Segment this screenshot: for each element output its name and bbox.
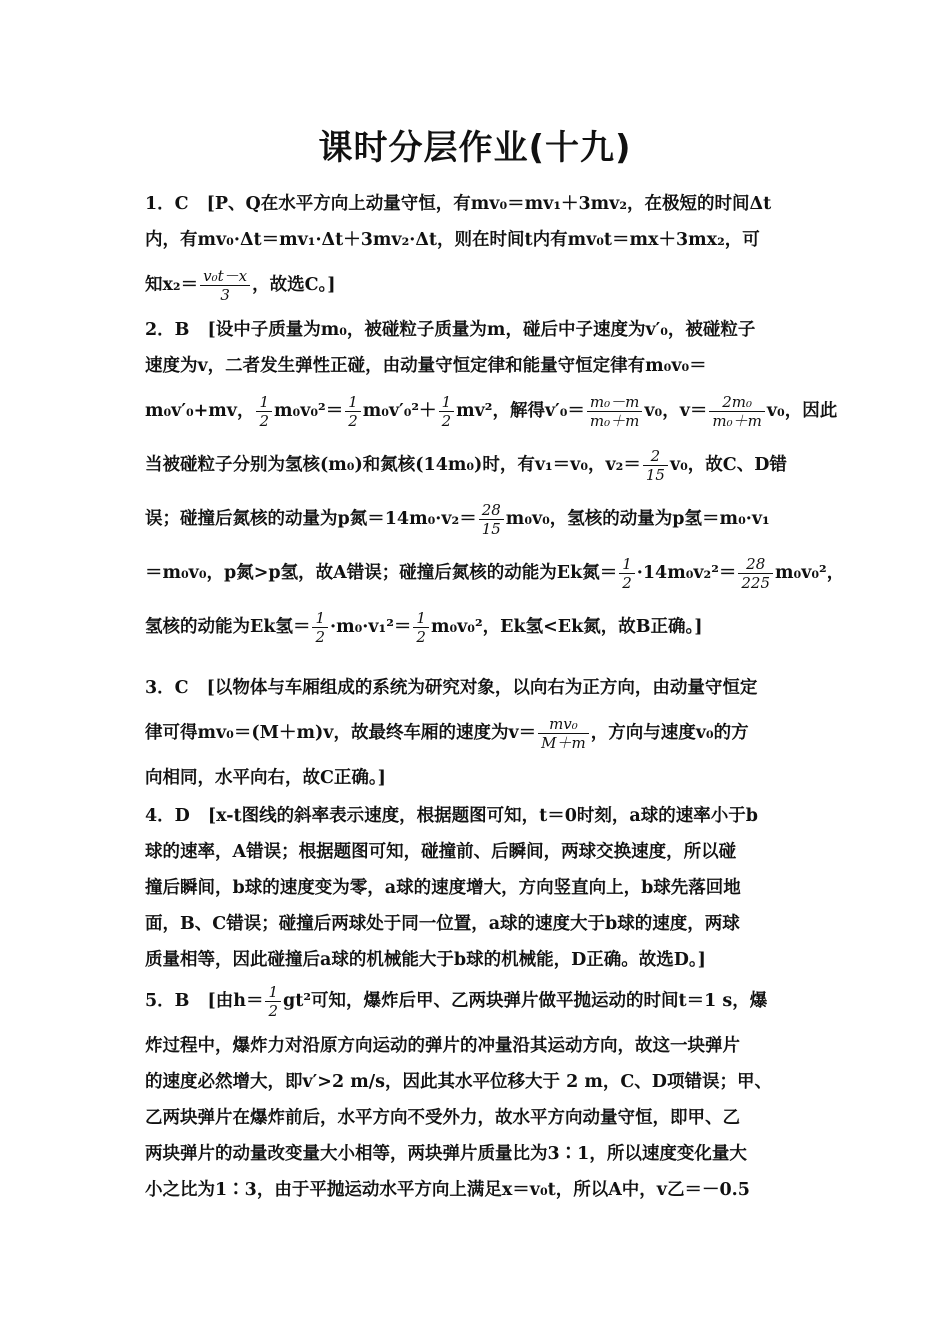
page-title: 课时分层作业(十九)	[318, 128, 632, 168]
answer-4-line-1: 4．D [x-t图线的斜率表示速度，根据题图可知，t＝0时刻，a球的速率小于b	[145, 806, 758, 826]
answer-2-line-4: 当被碰粒子分别为氢核(m₀)和氮核(14m₀)时，有v₁＝v₀，v₂＝ $\frac{2}{15}$ v₀，故C、D错	[145, 447, 787, 484]
answer-2-line-3: m₀v′₀+mv， $\frac{1}{2}$ m₀v₀²＝ $\frac{1}{2}$ m₀v′₀²＋ $\frac{1}{2}$ mv²，解得v′₀＝ $\frac{\text{m₀－m}}{\text{m₀＋m}}$ v₀，v＝ $\frac{\text{2m₀}}{\text{m₀＋m}}$ v₀，因此	[145, 393, 838, 430]
answer-4-line-5: 质量相等，因此碰撞后a球的机械能大于b球的机械能，D正确。故选D。]	[145, 950, 706, 970]
fraction: $\frac{2}{15}$	[643, 447, 668, 484]
fraction: $\frac{\text{m₀－m}}{\text{m₀＋m}}$	[587, 393, 642, 430]
answer-3-line-1: 3．C [以物体与车厢组成的系统为研究对象，以向右为正方向，由动量守恒定	[145, 678, 758, 698]
answer-4-number: 4．D	[145, 806, 190, 826]
fraction: $\frac{1}{2}$	[345, 393, 361, 430]
fraction: $\frac{1}{2}$	[619, 555, 635, 592]
fraction: $\frac{1}{2}$	[256, 393, 272, 430]
answer-2-line-2: 速度为v，二者发生弹性正碰，由动量守恒定律和能量守恒定律有m₀v₀＝	[145, 356, 707, 376]
answer-1	[145, 186, 807, 312]
answer-3-line-3: 向相同，水平向右，故C正确。]	[145, 768, 386, 788]
answer-1-line-1: 1．C [P、Q在水平方向上动量守恒，有mv₀＝mv₁＋3mv₂，在极短的时间Δt	[145, 194, 772, 214]
answer-5-line-3: 的速度必然增大，即v′>2 m/s，因此其水平位移大于 2 m，C、D项错误；甲、	[145, 1072, 772, 1092]
answer-1-line-2: 内，有mv₀·Δt＝mv₁·Δt＋3mv₂·Δt，则在时间t内有mv₀t＝mx＋3mx₂，可	[145, 230, 760, 250]
answer-4-line-4: 面，B、C错误；碰撞后两球处于同一位置，a球的速度大于b球的速度，两球	[145, 914, 740, 934]
answer-2-line-5: 误；碰撞后氮核的动量为p氮＝14m₀·v₂＝ $\frac{28}{15}$ m₀v₀，氢核的动量为p氢＝m₀·v₁	[145, 501, 770, 538]
answer-2-line-1: 2．B [设中子质量为m₀，被碰粒子质量为m，碰后中子速度为v′₀，被碰粒子	[145, 320, 756, 340]
answer-3	[145, 670, 807, 796]
answer-2-number: 2．B	[145, 320, 190, 340]
answer-3-line-2: 律可得mv₀＝(M＋m)v，故最终车厢的速度为v＝ $\frac{\text{mv₀}}{M+m}$ ，方向与速度v₀的方	[145, 715, 749, 752]
answer-1-line-3: 知x₂＝ $\frac{\text{v₀t－x}}{3}$ ，故选C。]	[145, 267, 336, 304]
fraction: $\frac{1}{2}$	[439, 393, 455, 430]
answer-4-line-2: 球的速率，A错误；根据题图可知，碰撞前、后瞬间，两球交换速度，所以碰	[145, 842, 737, 862]
answer-4	[145, 798, 807, 978]
fraction: $\frac{28}{15}$	[479, 501, 504, 538]
answer-5-line-5: 两块弹片的动量改变量大小相等，两块弹片质量比为3∶1，所以速度变化量大	[145, 1144, 747, 1164]
answer-5-line-2: 炸过程中，爆炸力对沿原方向运动的弹片的冲量沿其运动方向，故这一块弹片	[145, 1036, 740, 1056]
answer-4-line-3: 撞后瞬间，b球的速度变为零，a球的速度增大，方向竖直向上，b球先落回地	[145, 878, 741, 898]
answer-1-number: 1．C	[145, 194, 189, 214]
fraction: $\frac{1}{2}$	[413, 609, 429, 646]
fraction: $\frac{\text{2m₀}}{\text{m₀＋m}}$	[709, 393, 764, 430]
answer-5-line-1: 5．B [由h＝ $\frac{1}{2}$ gt²可知，爆炸后甲、乙两块弹片做平抛运动的时间t＝1 s，爆	[145, 983, 768, 1020]
answer-5-line-4: 乙两块弹片在爆炸前后，水平方向不受外力，故水平方向动量守恒，即甲、乙	[145, 1108, 740, 1128]
fraction: $\frac{\text{mv₀}}{M+m}$	[538, 715, 589, 752]
answer-2	[145, 312, 845, 654]
answer-5-line-6: 小之比为1∶3，由于平抛运动水平方向上满足x＝v₀t，所以A中，v乙＝－0.5	[145, 1180, 750, 1200]
answer-2-line-7: 氢核的动能为Ek氢＝ $\frac{1}{2}$ ·m₀·v₁²＝ $\frac{1}{2}$ m₀v₀²，Ek氢<Ek氮，故B正确。]	[145, 609, 703, 646]
fraction: $\frac{1}{2}$	[265, 983, 281, 1020]
answer-5-number: 5．B	[145, 991, 190, 1011]
answer-5	[145, 974, 807, 1208]
answer-2-line-6: ＝m₀v₀，p氮>p氢，故A错误；碰撞后氮核的动能为Ek氮＝ $\frac{1}{2}$ ·14m₀v₂²＝ $\frac{28}{225}$ m₀v₀²，	[145, 555, 845, 592]
answer-3-number: 3．C	[145, 678, 189, 698]
fraction: $\frac{1}{2}$	[312, 609, 328, 646]
fraction: $\frac{28}{225}$	[738, 555, 773, 592]
fraction: $\frac{\text{v₀t－x}}{3}$	[200, 267, 250, 304]
